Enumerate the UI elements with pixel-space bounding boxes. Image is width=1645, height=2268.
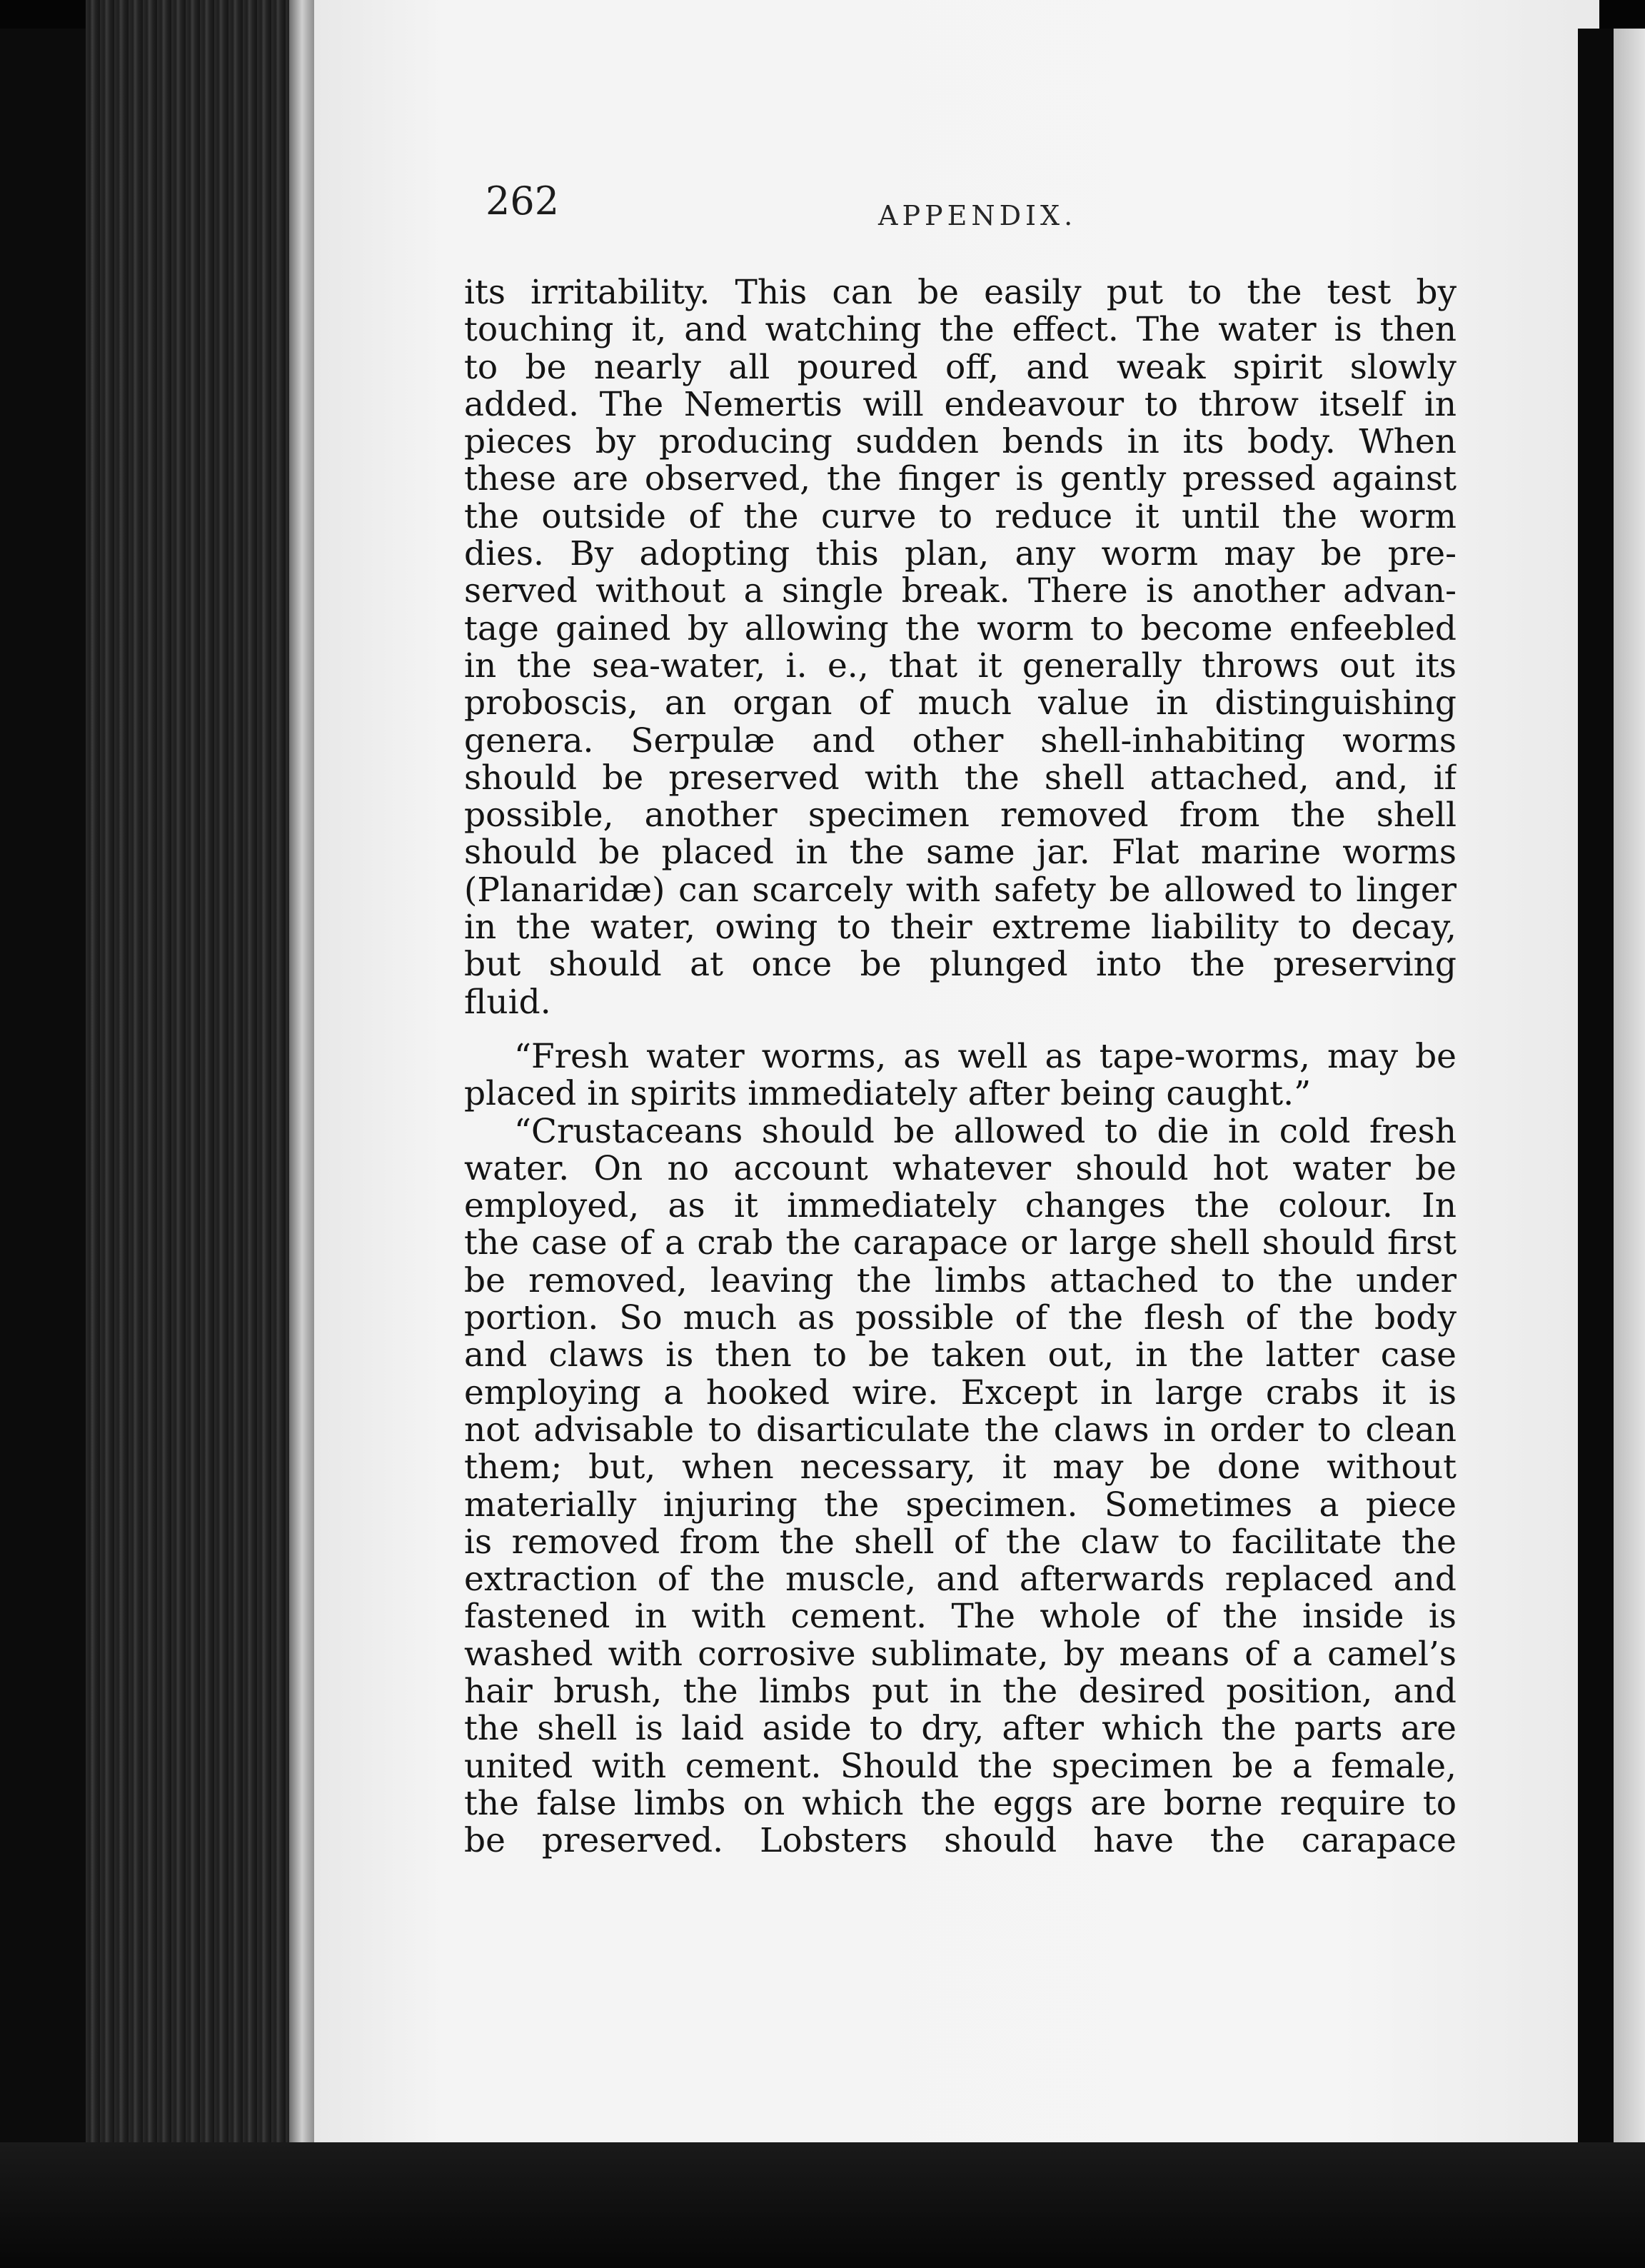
text-line: its irritability. This can be easily put to the test by — [464, 274, 1457, 312]
book-page-edges — [86, 0, 321, 2157]
text-line: in the water, owing to their extreme liability to decay, — [464, 909, 1457, 947]
text-line: washed with corrosive sublimate, by means of a camel’s — [464, 1635, 1457, 1673]
text-line: should be preserved with the shell attached, and, if — [464, 759, 1457, 798]
text-line: the outside of the curve to reduce it until the worm — [464, 498, 1457, 536]
text-line: fluid. — [464, 983, 551, 1021]
running-head: APPENDIX. — [878, 200, 1077, 231]
text-line: the shell is laid aside to dry, after which the parts are — [464, 1710, 1457, 1748]
text-line: added. The Nemertis will endeavour to throw itself in — [464, 386, 1457, 424]
text-line: tage gained by allowing the worm to become enfeebled — [464, 610, 1457, 648]
text-line: water. On no account whatever should hot water be — [464, 1150, 1457, 1188]
text-line: portion. So much as possible of the flesh of the body — [464, 1300, 1457, 1338]
facing-page-sliver — [1614, 29, 1645, 2142]
page-right-shadow — [1578, 29, 1614, 2142]
text-line: not advisable to disarticulate the claws in order to clean — [464, 1411, 1457, 1450]
text-line: the case of a crab the carapace or large shell should first — [464, 1225, 1457, 1263]
page-number: 262 — [486, 179, 560, 224]
text-line: dies. By adopting this plan, any worm may be pre- — [464, 536, 1457, 573]
text-line: them; but, when necessary, it may be done without — [464, 1449, 1457, 1487]
text-line: served without a single break. There is another advan- — [464, 573, 1457, 611]
text-line: hair brush, the limbs put in the desired position, and — [464, 1672, 1457, 1711]
text-line: “Crustaceans should be allowed to die in cold fresh — [514, 1113, 1457, 1150]
text-line: possible, another specimen removed from the shell — [464, 797, 1457, 835]
text-line: proboscis, an organ of much value in distinguishing — [464, 685, 1457, 723]
body-text — [464, 274, 1457, 1860]
paragraph-2 — [464, 1038, 1457, 1113]
text-line: should be placed in the same jar. Flat marine worms — [464, 834, 1457, 872]
text-line: employing a hooked wire. Except in large crabs it is — [464, 1374, 1457, 1412]
paragraph-1 — [464, 274, 1457, 1021]
paragraph-3 — [464, 1113, 1457, 1860]
text-line: to be nearly all poured off, and weak spirit slowly — [464, 348, 1457, 386]
scan-bottom-border — [0, 2142, 1645, 2268]
text-line: united with cement. Should the specimen be a female, — [464, 1747, 1457, 1785]
text-line: be removed, leaving the limbs attached to the under — [464, 1262, 1457, 1300]
text-line: pieces by producing sudden bends in its body. When — [464, 423, 1457, 461]
page-header — [486, 179, 1442, 236]
text-line: extraction of the muscle, and afterwards replaced and — [464, 1561, 1457, 1599]
text-line: touching it, and watching the effect. The water is then — [464, 311, 1457, 349]
text-line: fastened in with cement. The whole of the inside is — [464, 1598, 1457, 1636]
text-line: be preserved. Lobsters should have the carapace — [464, 1822, 1457, 1860]
text-line: but should at once be plunged into the preserving — [464, 946, 1457, 984]
text-line: and claws is then to be taken out, in the latter case — [464, 1337, 1457, 1375]
text-line: “Fresh water worms, as well as tape-worms, may be — [514, 1038, 1457, 1076]
text-line: genera. Serpulæ and other shell-inhabiting worms — [464, 722, 1457, 760]
text-line: the false limbs on which the eggs are borne require to — [464, 1785, 1457, 1823]
text-line: these are observed, the finger is gently pressed against — [464, 461, 1457, 498]
text-line: materially injuring the specimen. Sometimes a piece — [464, 1486, 1457, 1524]
text-line: employed, as it immediately changes the colour. In — [464, 1188, 1457, 1225]
text-line: is removed from the shell of the claw to facilitate the — [464, 1523, 1457, 1562]
text-line: in the sea-water, i. e., that it generally throws out its — [464, 647, 1457, 686]
text-line: (Planaridæ) can scarcely with safety be allowed to linger — [464, 871, 1457, 910]
text-line: placed in spirits immediately after being caught.” — [464, 1075, 1312, 1113]
page-gutter-highlight — [289, 0, 315, 2157]
